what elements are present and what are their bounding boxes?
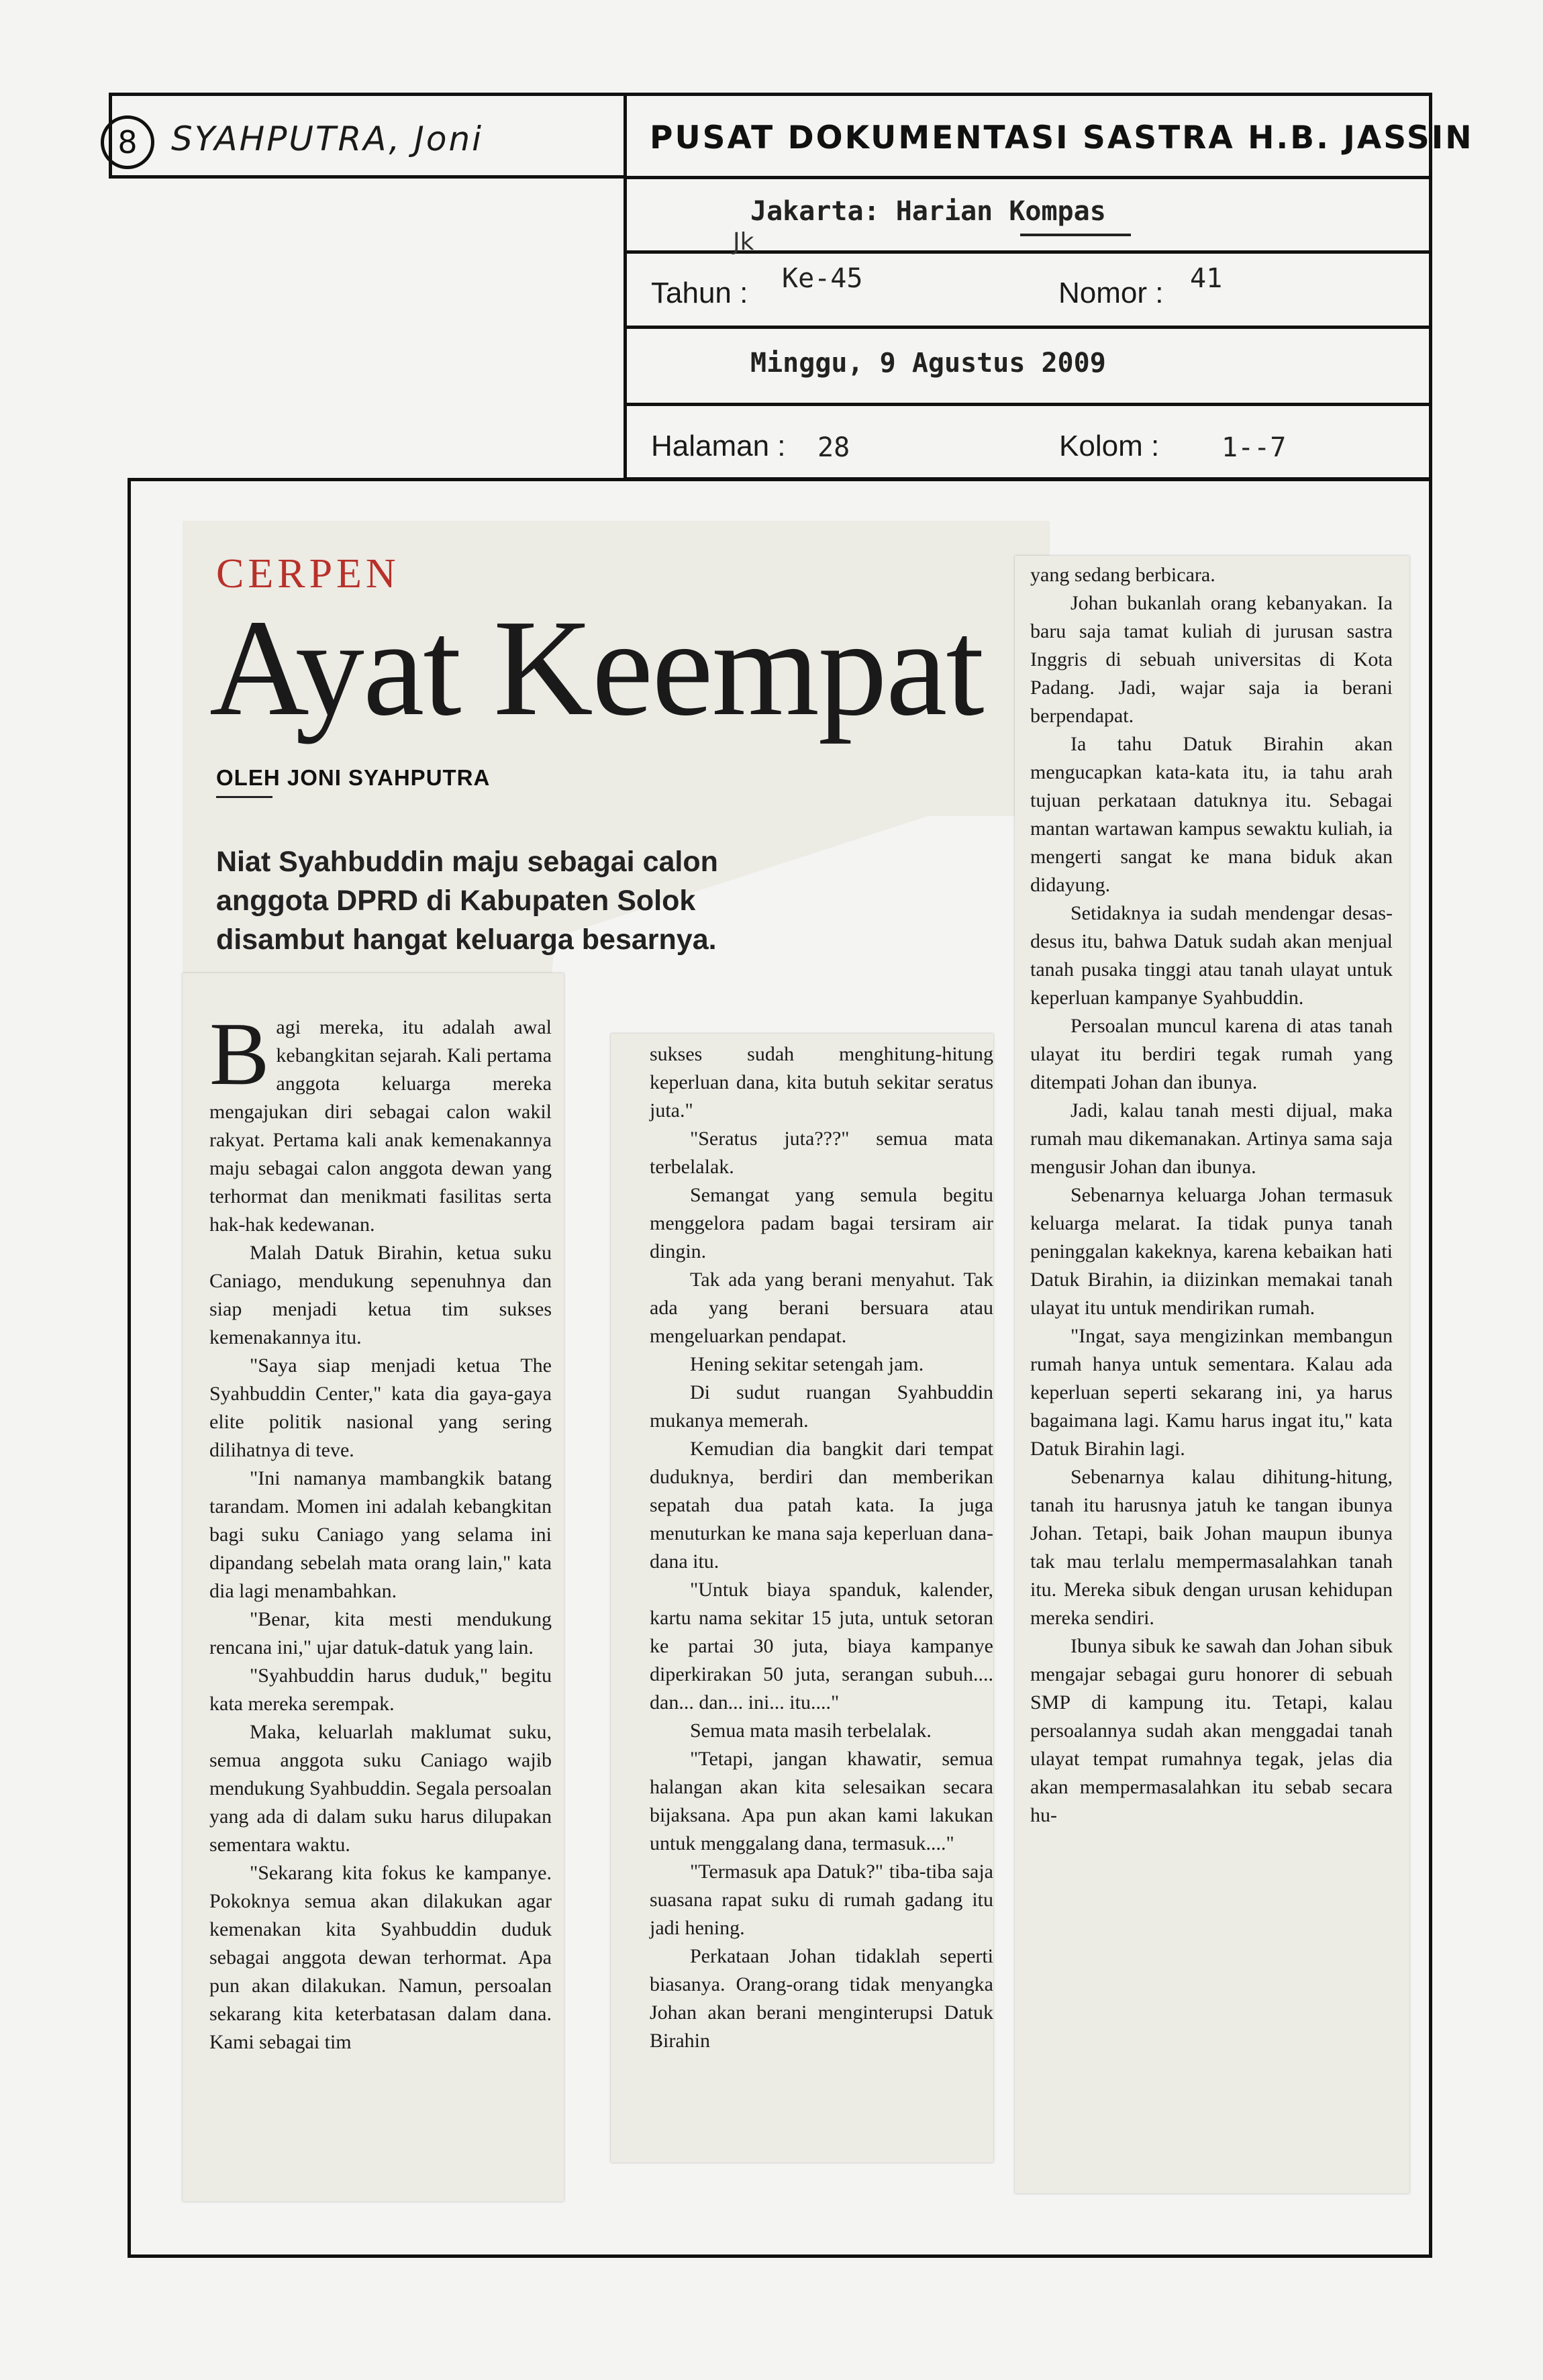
- paragraph-3: Ia tahu Datuk Birahin akan mengucapkan kata-kata itu, ia tahu arah tujuan perkataan datuknya itu. Sebagai mantan wartawan kampus sewaktu kuliah, ia mengerti sangat ke mana biduk akan didayung.: [1030, 733, 1393, 896]
- paragraph-3: Semangat yang semula begitu menggelora padam bagai tersiram air dingin.: [650, 1184, 993, 1262]
- paragraph-6: Di sudut ruangan Syahbuddin mukanya memerah.: [650, 1381, 993, 1432]
- institution-name: PUSAT DOKUMENTASI SASTRA H.B. JASSIN: [650, 119, 1474, 156]
- halaman-value: 28: [817, 432, 850, 463]
- paragraph-9: Sebenarnya kalau dihitung-hitung, tanah itu harusnya jatuh ke tangan ibunya Johan. Tetapi, baik Johan maupun ibunya tak mau terlalu mempermasalahkan tanah itu. Mereka sibuk dengan urusan kehidupan mereka sendiri.: [1030, 1466, 1393, 1629]
- source-publication: Jakarta: Harian Kompas: [750, 196, 1106, 227]
- paragraph-1: yang sedang berbicara.: [1030, 564, 1215, 586]
- publication-date: Minggu, 9 Agustus 2009: [750, 348, 1106, 379]
- paragraph-4: Setidaknya ia sudah mendengar desas-desus itu, bahwa Datuk sudah akan menjual tanah pusaka tinggi atau tanah ulayat untuk keperluan kampanye Syahbuddin.: [1030, 902, 1393, 1009]
- kolom-value: 1--7: [1222, 432, 1287, 463]
- column-1: [209, 1004, 552, 2056]
- paragraph-4: "Ini namanya mambangkik batang tarandam. Momen ini adalah kebangkitan bagi suku Caniago yang selama ini dipandang sebelah mata orang lain," kata dia lagi menambahkan.: [209, 1467, 552, 1602]
- paragraph-1: Bagi mereka, itu adalah awal kebangkitan sejarah. Kali pertama anggota keluarga mereka mengajukan diri sebagai calon wakil rakyat. Pertama kali anak kemenakannya maju sebagai calon anggota dewan yang terhormat dan menikmati fasilitas serta hak-hak kedewanan.: [209, 1004, 552, 1236]
- index-number-circle: [101, 115, 154, 169]
- paragraph-7: Kemudian dia bangkit dari tempat duduknya, berdiri dan memberikan sepatah dua patah kata. Ia juga menuturkan ke mana saja keperluan dana-dana itu.: [650, 1438, 993, 1573]
- paragraph-3: "Saya siap menjadi ketua The Syahbuddin Center," kata dia gaya-gaya elite politik nasional yang sering dilihatnya di teve.: [209, 1354, 552, 1461]
- column-2: [650, 1040, 993, 2055]
- paragraph-5: Persoalan muncul karena di atas tanah ulayat itu berdiri tegak rumah yang ditempati Johan dan ibunya.: [1030, 1015, 1393, 1093]
- paragraph-9: Semua mata masih terbelalak.: [690, 1720, 932, 1742]
- source-underline: [1020, 234, 1131, 236]
- paragraph-4: Tak ada yang berani menyahut. Tak ada yang berani bersuara atau mengeluarkan pendapat.: [650, 1269, 993, 1347]
- byline-rule: [216, 796, 272, 798]
- byline: OLEH JONI SYAHPUTRA: [216, 765, 491, 790]
- halaman-label: Halaman :: [651, 430, 786, 462]
- paragraph-6: "Syahbuddin harus duduk," begitu kata mereka serempak.: [209, 1665, 552, 1715]
- tahun-label: Tahun :: [651, 277, 748, 309]
- paragraph-8: "Sekarang kita fokus ke kampanye. Pokoknya semua akan dilakukan agar kemenakan kita Syahbuddin duduk sebagai anggota dewan terhormat. Apa pun akan dilakukan. Namun, persoalan sekarang kita keterbatasan dalam dana. Kami sebagai tim: [209, 1862, 552, 2053]
- paragraph-2: "Seratus juta???" semua mata terbelalak.: [650, 1128, 993, 1178]
- paragraph-10: Ibunya sibuk ke sawah dan Johan sibuk mengajar sebagai guru honorer di sebuah SMP di kampung itu. Tetapi, kalau persoalannya sudah akan menggadai tanah ulayat tempat rumahnya tegak, jelas dia akan mempermasalahkan itu sebab secara hu-: [1030, 1635, 1393, 1826]
- nomor-label: Nomor :: [1058, 277, 1164, 309]
- article-title: Ayat Keempat: [209, 591, 983, 744]
- paragraph-7: Maka, keluarlah maklumat suku, semua anggota suku Caniago wajib mendukung Syahbuddin. Segala persoalan yang ada di dalam suku harus dilupakan sementara waktu.: [209, 1721, 552, 1856]
- paragraph-8: "Ingat, saya mengizinkan membangun rumah hanya untuk sementara. Kalau ada keperluan seperti sekarang ini, ya harus bagaimana lagi. Kamu harus ingat itu," kata Datuk Birahin lagi.: [1030, 1325, 1393, 1460]
- index-number: 8: [117, 124, 138, 160]
- column-3: [1030, 561, 1393, 1830]
- paragraph-2: Malah Datuk Birahin, ketua suku Caniago, mendukung sepenuhnya dan siap menjadi ketua tim sukses kemenakannya itu.: [209, 1242, 552, 1348]
- paragraph-8: "Untuk biaya spanduk, kalender, kartu nama sekitar 15 juta, untuk setoran ke partai 30 juta, biaya kampanye diperkirakan 50 juta, serangan subuh.... dan... dan... ini... itu....": [650, 1579, 993, 1714]
- paragraph-6: Jadi, kalau tanah mesti dijual, maka rumah mau dikemanakan. Artinya sama saja mengusir Johan dan ibunya.: [1030, 1099, 1393, 1178]
- drop-cap: B: [209, 1004, 270, 1103]
- source-note: Jk: [733, 228, 754, 256]
- handwritten-author-name: SYAHPUTRA, Joni: [171, 119, 484, 158]
- paragraph-5: "Benar, kita mesti mendukung rencana ini," ujar datuk-datuk yang lain.: [209, 1608, 552, 1658]
- paragraph-2: Johan bukanlah orang kebanyakan. Ia baru saja tamat kuliah di jurusan sastra Inggris di sebuah universitas di Kota Padang. Jadi, wajar saja ia berani berpendapat.: [1030, 592, 1393, 727]
- paragraph-5: Hening sekitar setengah jam.: [690, 1353, 924, 1375]
- paragraph-1: sukses sudah menghitung-hitung keperluan dana, kita butuh sekitar seratus juta.": [650, 1043, 993, 1122]
- paragraph-7: Sebenarnya keluarga Johan termasuk keluarga melarat. Ia tidak punya tanah peninggalan kakeknya, karena kebaikan hati Datuk Birahin, ia diizinkan memakai tanah ulayat itu untuk mendirikan rumah.: [1030, 1184, 1393, 1319]
- kolom-label: Kolom :: [1059, 430, 1160, 462]
- section-label: CERPEN: [216, 551, 400, 597]
- lead-paragraph: Niat Syahbuddin maju sebagai calon anggota DPRD di Kabupaten Solok disambut hangat keluarga besarnya.: [216, 846, 718, 956]
- paragraph-12: Perkataan Johan tidaklah seperti biasanya. Orang-orang tidak menyangka Johan akan berani menginterupsi Datuk Birahin: [650, 1945, 993, 2052]
- nomor-value: 41: [1190, 263, 1223, 294]
- paragraph-10: "Tetapi, jangan khawatir, semua halangan akan kita selesaikan secara bijaksana. Apa pun akan kami lakukan untuk menggalang dana, termasuk....": [650, 1748, 993, 1854]
- tahun-value: Ke-45: [782, 263, 863, 294]
- paragraph-11: "Termasuk apa Datuk?" tiba-tiba saja suasana rapat suku di rumah gadang itu jadi hening.: [650, 1861, 993, 1939]
